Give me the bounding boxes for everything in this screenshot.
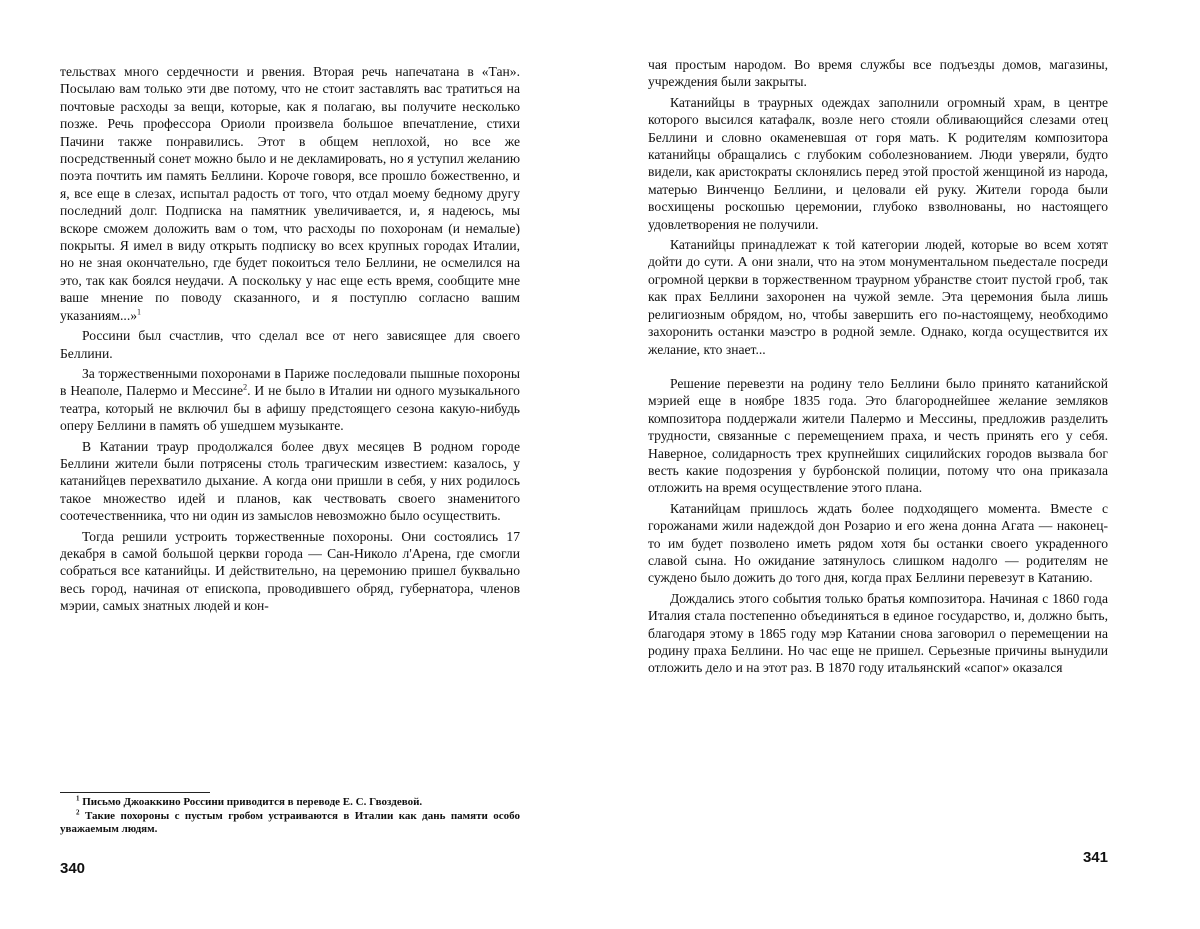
right-paragraph-5: Катанийцам пришлось ждать более подходящего момента. Вместе с горожанами жили надеждой дон Розарио и его жена донна Агата — наконец-то им будет позволено иметь рядом хотя бы останки своего украденного славой сына. Но ожидание затянулось слишком надолго — родителям не суждено было дожить до того дня, когда прах Беллини перевезут в Катанию. (648, 500, 1108, 586)
right-paragraph-4: Решение перевезти на родину тело Беллини было принято катанийской мэрией еще в ноябре 1835 года. Это благороднейшее желание земляков композитора поддержали жители Палермо и Мессины, предложив разделить трудности, связанные с перемещением праха, и честь принять его у себя. Наверное, солидарность трех крупнейших сицилийских городов вызвала бог весть какие подозрения у бурбонской полиции, потому что она приказала отложить на время осуществление этого плана. (648, 375, 1108, 496)
left-paragraph-3 (60, 365, 520, 435)
left-paragraph-4: В Катании траур продолжался более двух месяцев В родном городе Беллини жители были потрясены столь трагическим известием: казалось, у катанийцев перехватило дыхание. А когда они пришли в себя, у них родилось такое множество идей и планов, как чествовать своего знаменитого соотечественника, что ни один из замыслов невозможно было осуществить. (60, 438, 520, 524)
left-paragraph-5: Тогда решили устроить торжественные похороны. Они состоялись 17 декабря в самой большой церкви города — Сан-Николо л'Арена, где смогли собраться все катанийцы. И действительно, на церемонию пришел буквально весь город, начиная от епископа, проводившего обряд, губернатора, членов мэрии, самых знатных людей и кон- (60, 528, 520, 614)
footnote-ref-2: 2 (243, 382, 248, 392)
right-page (648, 56, 1108, 916)
section-gap (648, 358, 1108, 375)
right-paragraph-6: Дождались этого события только братья композитора. Начиная с 1860 года Италия стала постепенно объединяться в единое государство, и, должно быть, благодаря этому в 1865 году мэр Катании снова заговорил о перемещении на родину праха Беллини. Но час еще не пришел. Серьезные причины вынудили отложить дело и на этот раз. В 1870 году итальянский «сапог» оказался (648, 590, 1108, 676)
left-paragraph-2: Россини был счастлив, что сделал все от него зависящее для своего Беллини. (60, 328, 520, 361)
left-paragraph-3-text: За торжественными похоронами в Париже последовали пышные похороны в Неаполе, Палермо и Мессине (60, 365, 520, 399)
page-number-right: 341 (1082, 849, 1108, 866)
footnote-1-text: Письмо Джоаккино Россини приводится в переводе Е. С. Гвоздевой. (82, 796, 423, 808)
footnote-1 (60, 796, 520, 810)
right-paragraph-3: Катанийцы принадлежат к той категории людей, которые во всем хотят дойти до сути. А они знали, что на этом монументальном пьедестале посреди огромной церкви в торжественном траурном убранстве стоит пустой гроб, так как прах Беллини захоронен на чужой земле. Эта церемония была лишь религиозным обрядом, но, чтобы завершить его по-настоящему, необходимо захоронить останки маэстро в родной земле. Однако, когда осуществится их желание, кто знает... (648, 237, 1108, 357)
left-paragraph-1-text: тельствах много сердечности и рвения. Вторая речь напечатана в «Тан». Посылаю вам только эти две потому, что не стоит заставлять вас тратиться на почтовые расходы за вещи, которые, как я полагаю, вы получите несколько позже. Речь профессора Ориоли произвела большое впечатление, стихи Пачини также понравились. Этот в общем неплохой, но все же посредственный сонет можно было и не декламировать, но я уступил желанию поэта почтить им память Беллини. Короче говоря, все прошло божественно, и я, все еще в слезах, испытал радость от того, что отдал моему бедному другу последний долг. Подписка на памятник увеличивается, и, я надеюсь, мы вскоре сможем доложить вам о том, что расходы по похоронам (и немалые) покрыты. Я имел в виду открыть подписку во всех крупных городах Италии, но не зная окончательно, где будет покоиться тело Беллини, не осмелился на это, так как боялся неудачи. А поскольку у нас еще есть время, сообщите мне ваше мнение по поводу сказанного, и я поступлю согласно вашим указаниям...» (60, 64, 520, 323)
footnote-2-mark: 2 (76, 807, 80, 816)
footnote-2-text: Такие похороны с пустым гробом устраиваются в Италии как дань памяти особо уважаемым людям. (60, 809, 521, 835)
footnote-ref-1: 1 (137, 307, 142, 317)
footnotes (60, 792, 520, 837)
left-page (60, 63, 520, 913)
left-paragraph-3-tail: . И не было в Италии ни одного музыкального театра, который не включил бы в афишу предстоящего сезона какую-нибудь оперу Беллини в память об ушедшем музыканте. (60, 383, 520, 434)
right-paragraph-2: Катанийцы в траурных одеждах заполнили огромный храм, в центре которого высился катафалк, возле него стояли обливающийся слезами отец Беллини и словно окаменевшая от горя мать. К родителям композитора катанийцы обращались с глубоким соболезнованием. Люди уверяли, будто видели, как аристократы склонялись перед этой простой женщиной из народа, матерью Винченцо Беллини, и целовали ей руку. Жители города были восхищены роскошью церемонии, глубоко взволнованы, но настоящего удовлетворения не получили. (648, 94, 1108, 232)
footnote-1-mark: 1 (76, 794, 80, 803)
right-paragraph-1: чая простым народом. Во время службы все подъезды домов, магазины, учреждения были закрыты. (648, 57, 1108, 90)
footnote-rule (60, 792, 210, 793)
footnote-2 (60, 807, 521, 837)
page-number-left: 340 (60, 860, 86, 877)
left-paragraph-1 (60, 63, 520, 324)
